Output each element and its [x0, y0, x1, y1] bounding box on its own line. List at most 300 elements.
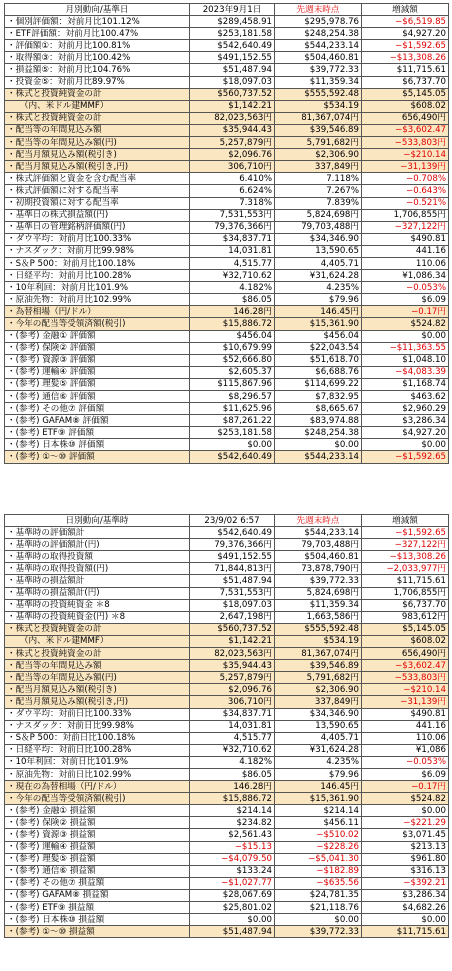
base-value: 4.182% [190, 756, 275, 768]
table-row [5, 233, 449, 245]
base-value: $10,679.99 [190, 342, 275, 354]
row-label: ・基準時の評価額計 [5, 527, 190, 539]
last-weekend-value: 13,590.65 [275, 720, 362, 732]
change-value: −31,139円 [362, 161, 449, 173]
change-value: ¥1,086.34 [362, 270, 449, 282]
table-row [5, 902, 449, 914]
table-row [5, 648, 449, 660]
row-label: ・(参考) 日本株⑩ 損益額 [5, 914, 190, 926]
base-value: $234.82 [190, 817, 275, 829]
base-value: 306,710円 [190, 161, 275, 173]
table-row [5, 354, 449, 366]
change-value: $0.00 [362, 330, 449, 342]
row-label: ・配当等の年間見込み額 [5, 660, 190, 672]
row-label: ・10年利回：対前日比101.9% [5, 756, 190, 768]
last-weekend-value: $83,974.88 [275, 415, 362, 427]
monthly-trend-table [4, 3, 449, 464]
change-value: $4,927.20 [362, 28, 449, 40]
last-weekend-value: 7.118% [275, 173, 362, 185]
change-value: $6.09 [362, 294, 449, 306]
change-value: −533,803円 [362, 137, 449, 149]
row-label: ・ETF評価額：対前月比100.47% [5, 28, 190, 40]
last-weekend-value: −$228.26 [275, 841, 362, 853]
row-label: ・S＆P 500：対前月比100.18% [5, 257, 190, 269]
change-value: 110.06 [362, 732, 449, 744]
table-row [5, 926, 449, 938]
last-weekend-value: $544,233.14 [275, 451, 362, 463]
last-weekend-value: −$182.89 [275, 865, 362, 877]
header-last-weekend: 先週末時点 [275, 515, 362, 527]
base-value: $51,487.94 [190, 64, 275, 76]
last-weekend-value: $79.96 [275, 768, 362, 780]
table-row [5, 16, 449, 28]
row-label: ・(参考) その他⑦ 損益額 [5, 877, 190, 889]
base-value: 2,647,198円 [190, 611, 275, 623]
change-value: $6,737.70 [362, 76, 449, 88]
table-row [5, 853, 449, 865]
base-value: $87,261.22 [190, 415, 275, 427]
change-value: −$210.14 [362, 684, 449, 696]
table-row [5, 829, 449, 841]
base-value: −$15.13 [190, 841, 275, 853]
change-value: −0.643% [362, 185, 449, 197]
table-row [5, 294, 449, 306]
change-value: −0.708% [362, 173, 449, 185]
row-label: ・基準時の投資純資金 ＊8 [5, 599, 190, 611]
change-value: −$392.21 [362, 877, 449, 889]
table-row [5, 378, 449, 390]
base-value: $542,640.49 [190, 40, 275, 52]
row-label: ・株式と投資純資金の計 [5, 88, 190, 100]
row-label: ・基準日の管理銘柄評価額(円) [5, 221, 190, 233]
base-value: $214.14 [190, 805, 275, 817]
base-value: $2,561.43 [190, 829, 275, 841]
row-label: ・(参考) 通信⑥ 損益額 [5, 865, 190, 877]
last-weekend-value: $456.11 [275, 817, 362, 829]
change-value: $1,048.10 [362, 354, 449, 366]
table-row [5, 427, 449, 439]
row-label: ・為替相場（円/ドル） [5, 306, 190, 318]
base-value: 4,515.77 [190, 732, 275, 744]
change-value: 656,490円 [362, 112, 449, 124]
change-value: $5,145.05 [362, 88, 449, 100]
last-weekend-value: 1,663,586円 [275, 611, 362, 623]
last-weekend-value: 7.839% [275, 197, 362, 209]
table-row [5, 221, 449, 233]
row-label: ・取得額③：対前月比100.42% [5, 52, 190, 64]
change-value: $3,071.45 [362, 829, 449, 841]
row-label: ・配当月額見込み額(税引き) [5, 684, 190, 696]
row-label: ・損益額⑤：対前月比104.76% [5, 64, 190, 76]
base-value: $11,625.96 [190, 403, 275, 415]
table-row [5, 599, 449, 611]
table-row [5, 28, 449, 40]
table-row [5, 744, 449, 756]
last-weekend-value: 79,703,488円 [275, 221, 362, 233]
row-label: ・基準時の損益額計 [5, 575, 190, 587]
change-value: $490.81 [362, 708, 449, 720]
change-value: $3,286.34 [362, 889, 449, 901]
base-value: $542,640.49 [190, 451, 275, 463]
change-value: −$221.29 [362, 817, 449, 829]
last-weekend-value: $22,043.54 [275, 342, 362, 354]
change-value: −$3,602.47 [362, 124, 449, 136]
change-value: −0.053% [362, 756, 449, 768]
row-label: ・株式と投資純資金の計 [5, 648, 190, 660]
change-value: $4,682.26 [362, 902, 449, 914]
change-value: 1,706,855円 [362, 587, 449, 599]
last-weekend-value: $534.19 [275, 100, 362, 112]
change-value: 441.16 [362, 245, 449, 257]
last-weekend-value: $39,772.33 [275, 926, 362, 938]
table-row [5, 865, 449, 877]
table-row [5, 100, 449, 112]
base-value: $86.05 [190, 294, 275, 306]
table-row [5, 635, 449, 647]
base-value: −$4,079.50 [190, 853, 275, 865]
base-value: $15,886.72 [190, 318, 275, 330]
table-row [5, 720, 449, 732]
base-value: $52,666.80 [190, 354, 275, 366]
row-label: ・ダウ平均：対前日比100.33% [5, 708, 190, 720]
table-row [5, 209, 449, 221]
change-value: $0.00 [362, 439, 449, 451]
row-label: ・(参考) 資源③ 評価額 [5, 354, 190, 366]
change-value: $6,737.70 [362, 599, 449, 611]
table-row [5, 684, 449, 696]
table-row [5, 403, 449, 415]
base-value: $18,097.03 [190, 599, 275, 611]
base-value: $2,605.37 [190, 366, 275, 378]
table-row [5, 257, 449, 269]
change-value: −$1,592.65 [362, 527, 449, 539]
base-value: $491,152.55 [190, 52, 275, 64]
change-value: 656,490円 [362, 648, 449, 660]
last-weekend-value: 81,367,074円 [275, 648, 362, 660]
table-row [5, 575, 449, 587]
base-value: $34,837.71 [190, 708, 275, 720]
table-row [5, 793, 449, 805]
change-value: −0.17円 [362, 306, 449, 318]
daily-trend-table [4, 514, 449, 938]
last-weekend-value: $248,254.38 [275, 28, 362, 40]
change-value: $524.82 [362, 793, 449, 805]
last-weekend-value: 5,791,682円 [275, 672, 362, 684]
base-value: $2,096.76 [190, 684, 275, 696]
base-value: $289,458.91 [190, 16, 275, 28]
row-label: ・(参考) その他⑦ 評価額 [5, 403, 190, 415]
base-value: $18,097.03 [190, 76, 275, 88]
base-value: 79,376,366円 [190, 539, 275, 551]
change-value: −0.521% [362, 197, 449, 209]
change-value: $524.82 [362, 318, 449, 330]
table-row [5, 527, 449, 539]
change-value: $608.02 [362, 100, 449, 112]
row-label: ・配当月額見込み額(税引き,円) [5, 696, 190, 708]
row-label: ・基準日の株式損益額(円) [5, 209, 190, 221]
table-row [5, 889, 449, 901]
last-weekend-value: $11,359.34 [275, 76, 362, 88]
table-row [5, 415, 449, 427]
base-value: $35,944.43 [190, 660, 275, 672]
table-row [5, 439, 449, 451]
table-row [5, 112, 449, 124]
change-value: 441.16 [362, 720, 449, 732]
monthly-header-row [5, 4, 449, 16]
row-label: ・配当月額見込み額(税引き) [5, 149, 190, 161]
row-label: ・ダウ平均：対前月比100.33% [5, 233, 190, 245]
base-value: −$1,027.77 [190, 877, 275, 889]
header-base-time: 23/9/02 6:57 [190, 515, 275, 527]
last-weekend-value: ¥31,624.28 [275, 744, 362, 756]
row-label: ・(参考) 日本株⑩ 評価額 [5, 439, 190, 451]
table-row [5, 342, 449, 354]
row-label: ・(参考) ①〜⑩ 損益額 [5, 926, 190, 938]
last-weekend-value: $34,346.90 [275, 708, 362, 720]
row-label: ・(参考) GAFAM⑧ 評価額 [5, 415, 190, 427]
daily-body [5, 527, 449, 938]
change-value: −$13,308.26 [362, 551, 449, 563]
base-value: $2,096.76 [190, 149, 275, 161]
base-value: 14,031.81 [190, 720, 275, 732]
base-value: $491,152.55 [190, 551, 275, 563]
table-row [5, 805, 449, 817]
last-weekend-value: $0.00 [275, 439, 362, 451]
change-value: $213.13 [362, 841, 449, 853]
table-row [5, 124, 449, 136]
row-label: ・(参考) 理髪⑤ 評価額 [5, 378, 190, 390]
base-value: $0.00 [190, 439, 275, 451]
row-label: ・評価額①：対前月比100.81% [5, 40, 190, 52]
table-row [5, 817, 449, 829]
row-label: ・原油先物：対前日比102.99% [5, 768, 190, 780]
table-row [5, 282, 449, 294]
last-weekend-value: −$510.02 [275, 829, 362, 841]
base-value: $34,837.71 [190, 233, 275, 245]
table-row [5, 185, 449, 197]
change-value: −327,122円 [362, 221, 449, 233]
change-value: −$1,592.65 [362, 40, 449, 52]
last-weekend-value: $39,772.33 [275, 64, 362, 76]
last-weekend-value: 5,824,698円 [275, 587, 362, 599]
last-weekend-value: 7.267% [275, 185, 362, 197]
base-value: $253,181.58 [190, 427, 275, 439]
base-value: $1,142.21 [190, 100, 275, 112]
change-value: −0.053% [362, 282, 449, 294]
row-label: ・株式と投資純資金の計 [5, 623, 190, 635]
table-row [5, 781, 449, 793]
table-row [5, 660, 449, 672]
header-change: 増減額 [362, 4, 449, 16]
table-row [5, 52, 449, 64]
table-row [5, 841, 449, 853]
last-weekend-value: 337,849円 [275, 696, 362, 708]
last-weekend-value: 4.235% [275, 756, 362, 768]
base-value: 5,257,879円 [190, 672, 275, 684]
table-row [5, 306, 449, 318]
row-label: ・基準時の取得投資額 [5, 551, 190, 563]
last-weekend-value: $456.04 [275, 330, 362, 342]
last-weekend-value: $34,346.90 [275, 233, 362, 245]
last-weekend-value: $24,781.35 [275, 889, 362, 901]
last-weekend-value: $295,978.76 [275, 16, 362, 28]
change-value: −$1,592.65 [362, 451, 449, 463]
base-value: $35,944.43 [190, 124, 275, 136]
table-row [5, 366, 449, 378]
change-value: 110.06 [362, 257, 449, 269]
change-value: $490.81 [362, 233, 449, 245]
last-weekend-value: $555,592.48 [275, 623, 362, 635]
base-value: ¥32,710.62 [190, 744, 275, 756]
table-row [5, 539, 449, 551]
table-row [5, 708, 449, 720]
base-value: ¥32,710.62 [190, 270, 275, 282]
row-label: ・日経平均：対前日比100.28% [5, 744, 190, 756]
last-weekend-value: 4,405.71 [275, 732, 362, 744]
base-value: $8,296.57 [190, 391, 275, 403]
last-weekend-value: $2,306.90 [275, 149, 362, 161]
row-label: ・(参考) 運輸④ 評価額 [5, 366, 190, 378]
base-value: 71,844,813円 [190, 563, 275, 575]
last-weekend-value: 79,703,488円 [275, 539, 362, 551]
row-label: ・ナスダック：対前日比99.98% [5, 720, 190, 732]
last-weekend-value: $8,665.67 [275, 403, 362, 415]
change-value: −$4,083.39 [362, 366, 449, 378]
table-row [5, 161, 449, 173]
change-value: −$6,519.85 [362, 16, 449, 28]
header-label: 月別動向/基準日 [5, 4, 190, 16]
last-weekend-value: $504,460.81 [275, 52, 362, 64]
last-weekend-value: $504,460.81 [275, 551, 362, 563]
change-value: $11,715.61 [362, 926, 449, 938]
base-value: $1,142.21 [190, 635, 275, 647]
last-weekend-value: $7,832.95 [275, 391, 362, 403]
table-row [5, 914, 449, 926]
base-value: 82,023,563円 [190, 648, 275, 660]
base-value: $560,737.52 [190, 88, 275, 100]
last-weekend-value: $11,359.34 [275, 599, 362, 611]
change-value: $608.02 [362, 635, 449, 647]
daily-header-row [5, 515, 449, 527]
last-weekend-value: $0.00 [275, 914, 362, 926]
base-value: $51,487.94 [190, 575, 275, 587]
last-weekend-value: $39,772.33 [275, 575, 362, 587]
table-row [5, 391, 449, 403]
change-value: $463.62 [362, 391, 449, 403]
base-value: $133.24 [190, 865, 275, 877]
table-row [5, 137, 449, 149]
row-label: ・個別評価額：対前月比101.12% [5, 16, 190, 28]
base-value: $0.00 [190, 914, 275, 926]
header-last-weekend: 先週末時点 [275, 4, 362, 16]
base-value: $15,886.72 [190, 793, 275, 805]
change-value: −31,139円 [362, 696, 449, 708]
change-value: $1,168.74 [362, 378, 449, 390]
table-row [5, 563, 449, 575]
row-label: ・配当等の年間見込み額(円) [5, 672, 190, 684]
base-value: $560,737.52 [190, 623, 275, 635]
table-row [5, 173, 449, 185]
row-label: ・基準時の取得投資額(円) [5, 563, 190, 575]
row-label: ・今年の配当等受領済額(税引) [5, 793, 190, 805]
change-value: $4,927.20 [362, 427, 449, 439]
table-row [5, 587, 449, 599]
change-value: $11,715.61 [362, 575, 449, 587]
base-value: 5,257,879円 [190, 137, 275, 149]
change-value: $0.00 [362, 805, 449, 817]
header-change: 増減額 [362, 515, 449, 527]
header-base-date: 2023年9月1日 [190, 4, 275, 16]
last-weekend-value: 5,824,698円 [275, 209, 362, 221]
base-value: $115,867.96 [190, 378, 275, 390]
last-weekend-value: −$635.56 [275, 877, 362, 889]
table-row [5, 672, 449, 684]
base-value: $25,801.02 [190, 902, 275, 914]
table-row [5, 877, 449, 889]
change-value: $3,286.34 [362, 415, 449, 427]
last-weekend-value: 81,367,074円 [275, 112, 362, 124]
last-weekend-value: $555,592.48 [275, 88, 362, 100]
row-label: ・株式評価額に対する配当率 [5, 185, 190, 197]
last-weekend-value: $15,361.90 [275, 318, 362, 330]
last-weekend-value: $214.14 [275, 805, 362, 817]
base-value: $28,067.69 [190, 889, 275, 901]
change-value: 983,612円 [362, 611, 449, 623]
change-value: −533,803円 [362, 672, 449, 684]
change-value: −0.17円 [362, 781, 449, 793]
base-value: 6.624% [190, 185, 275, 197]
row-label: ・(参考) ETF⑨ 評価額 [5, 427, 190, 439]
last-weekend-value: 4,405.71 [275, 257, 362, 269]
row-label: ・投資金⑤：対前月比89.97% [5, 76, 190, 88]
change-value: −327,122円 [362, 539, 449, 551]
base-value: $542,640.49 [190, 527, 275, 539]
change-value: $316.13 [362, 865, 449, 877]
table-row [5, 270, 449, 282]
table-row [5, 76, 449, 88]
last-weekend-value: $15,361.90 [275, 793, 362, 805]
last-weekend-value: $79.96 [275, 294, 362, 306]
base-value: 7.318% [190, 197, 275, 209]
last-weekend-value: −$5,041.30 [275, 853, 362, 865]
table-row [5, 732, 449, 744]
table-row [5, 197, 449, 209]
base-value: 14,031.81 [190, 245, 275, 257]
row-label: ・(参考) 理髪⑤ 損益額 [5, 853, 190, 865]
row-label: ・原油先物：対前月比102.99% [5, 294, 190, 306]
row-label: ・(参考) ETF⑨ 損益額 [5, 902, 190, 914]
row-label: ・ナスダック：対前月比99.98% [5, 245, 190, 257]
table-row [5, 40, 449, 52]
row-label: ・配当等の年間見込み額(円) [5, 137, 190, 149]
row-label: ・(参考) 運輸④ 損益額 [5, 841, 190, 853]
table-row [5, 551, 449, 563]
change-value: −$13,308.26 [362, 52, 449, 64]
row-label: ・(参考) ①〜⑩ 評価額 [5, 451, 190, 463]
change-value: −$11,363.55 [362, 342, 449, 354]
table-row [5, 623, 449, 635]
table-row [5, 756, 449, 768]
row-label: ・配当等の年間見込み額 [5, 124, 190, 136]
last-weekend-value: $6,688.76 [275, 366, 362, 378]
base-value: 7,531,553円 [190, 587, 275, 599]
row-label: （内、米ドル建MMF） [5, 635, 190, 647]
base-value: 82,023,563円 [190, 112, 275, 124]
table-row [5, 611, 449, 623]
change-value: −$210.14 [362, 149, 449, 161]
table-row [5, 451, 449, 463]
table-row [5, 696, 449, 708]
